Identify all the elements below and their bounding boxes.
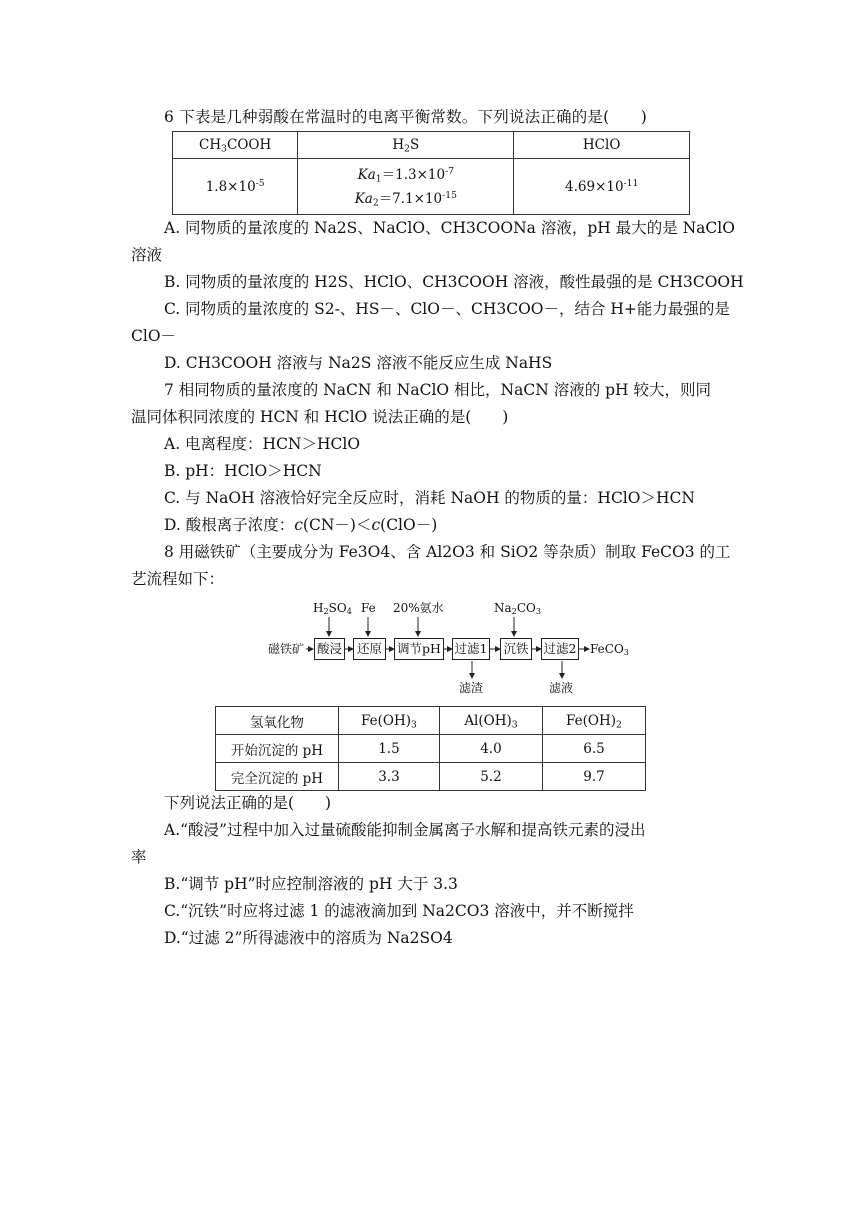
table-row [216, 763, 646, 791]
q6-option-a-line1: A. 同物质的量浓度的 Na2S、NaClO、CH3COONa 溶液，pH 最大的是 NaClO [164, 219, 735, 237]
flow-reagent-h2so4: $H_2SO_4$ [313, 601, 352, 617]
q8-option-a-line2: 率 [131, 848, 147, 866]
q6-h2s-ka2: $Ka_2=7.1\times 10^{-15}$ [354, 189, 457, 208]
q8-option-a-line1: A.“酸浸”过程中加入过量硫酸能抑制金属离子水解和提高铁元素的浸出 [164, 821, 646, 839]
table-cell: 1.5 [338, 735, 439, 763]
q8-option-b: B.“调节 pH”时应控制溶液的 pH 大于 3.3 [164, 875, 458, 893]
flow-reagent-ammonia: 20%氨水 [393, 601, 444, 615]
table-row [216, 735, 646, 763]
q8-prompt: 下列说法正确的是( ) [164, 794, 332, 812]
q8-option-c: C.“沉铁”时应将过滤 1 的滤液滴加到 Na2CO3 溶液中，并不断搅拌 [164, 902, 634, 920]
q8-table-header-aloh3: $Al(OH)_3$ [439, 707, 542, 735]
q7-option-a: A. 电离程度：HCN＞HClO [164, 435, 361, 453]
q7-option-d: D. 酸根离子浓度：c(CN－)＜c(ClO－) [164, 516, 438, 534]
question-7-stem-line2: 温同体积同浓度的 HCN 和 HClO 说法正确的是( ) [131, 408, 509, 426]
q7-option-c: C. 与 NaOH 溶液恰好完全反应时，消耗 NaOH 的物质的量：HClO＞HCN [164, 489, 695, 507]
q6-header-ch3cooh: $CH_3COOH$ [173, 132, 298, 159]
flow-step-filter-1: 过滤1 [452, 638, 490, 660]
flow-step-filter-2: 过滤2 [541, 638, 579, 660]
q6-option-b: B. 同物质的量浓度的 H2S、HClO、CH3COOH 溶液，酸性最强的是 CH3COOH [164, 273, 744, 291]
q8-table-header-hydroxide: 氢氧化物 [216, 707, 339, 735]
table-cell: 6.5 [542, 735, 645, 763]
q6-header-h2s: $H_2S$ [298, 132, 514, 159]
table-cell: 完全沉淀的 pH [216, 763, 339, 791]
flow-start-ore: 磁铁矿 [268, 642, 305, 656]
q6-option-c-line1: C. 同物质的量浓度的 S2-、HS－、ClO－、CH3COO－，结合 H+能力最强的是 [164, 300, 730, 318]
table-cell: 9.7 [542, 763, 645, 791]
question-7-stem-line1: 7 相同物质的量浓度的 NaCN 和 NaClO 相比，NaCN 溶液的 pH 较大，则同 [164, 381, 711, 399]
q6-option-d: D. CH3COOH 溶液与 Na2S 溶液不能反应生成 NaHS [164, 354, 553, 372]
q8-hydroxide-ph-table [215, 706, 646, 791]
table-cell: 开始沉淀的 pH [216, 735, 339, 763]
question-8-stem-line1: 8 用磁铁矿（主要成分为 Fe3O4、含 Al2O3 和 SiO2 等杂质）制取 FeCO3 的工 [164, 543, 731, 561]
flow-reagent-fe: Fe [361, 601, 376, 615]
q8-table-header-feoh3: $Fe(OH)_3$ [338, 707, 439, 735]
q8-option-d: D.“过滤 2”所得滤液中的溶质为 Na2SO4 [164, 929, 453, 947]
table-cell: 4.0 [439, 735, 542, 763]
flow-step-reduction: 还原 [353, 638, 386, 660]
flow-reagent-na2co3: $Na_2CO_3$ [494, 601, 542, 617]
table-cell: 3.3 [338, 763, 439, 791]
flow-step-acid-leach: 酸浸 [314, 638, 345, 660]
flow-step-precipitate-iron: 沉铁 [500, 638, 532, 660]
table-cell: 5.2 [439, 763, 542, 791]
q6-header-hclo: HClO [514, 132, 690, 159]
flow-output-filtrate: 滤液 [549, 681, 574, 695]
q7-option-b: B. pH：HClO＞HCN [164, 462, 322, 480]
q6-option-a-line2: 溶液 [131, 246, 163, 264]
question-8-stem-line2: 艺流程如下： [131, 570, 225, 588]
q6-h2s-ka1: $Ka_1=1.3\times 10^{-7}$ [357, 165, 455, 184]
flow-output-residue: 滤渣 [459, 681, 484, 695]
q8-table-header-feoh2: $Fe(OH)_2$ [542, 707, 645, 735]
question-6-stem: 6 下表是几种弱酸在常温时的电离平衡常数。下列说法正确的是( ) [164, 108, 647, 126]
flow-step-adjust-ph: 调节pH [394, 638, 444, 660]
q6-ch3cooh-k: $1.8\times 10^{-5}$ [173, 159, 298, 215]
q6-hclo-k: $4.69\times 10^{-11}$ [514, 159, 690, 215]
q6-option-c-line2: ClO－ [131, 327, 177, 345]
flow-product: FeCO$_3$ [590, 642, 629, 658]
